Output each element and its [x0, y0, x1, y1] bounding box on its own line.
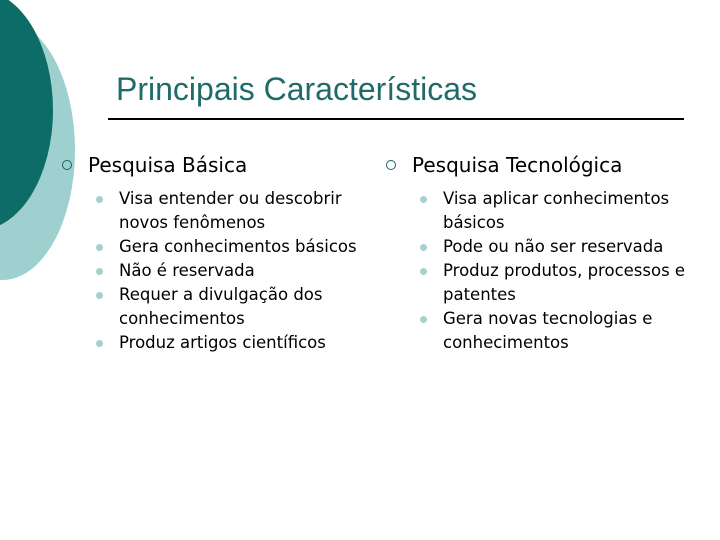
list-item [386, 259, 686, 307]
slide-title: Principais Características [116, 71, 477, 107]
list-item-text: Produz produtos, processos e patentes [443, 261, 686, 304]
list-item-text: Gera conhecimentos básicos [119, 237, 357, 256]
ring-bullet-icon [62, 160, 72, 170]
list-item-text: Não é reservada [119, 261, 255, 280]
dot-bullet-icon [96, 292, 103, 299]
title-divider [108, 118, 684, 120]
dot-bullet-icon [420, 268, 427, 275]
list-item [386, 307, 686, 355]
list-item [62, 235, 368, 259]
column-heading-text: Pesquisa Básica [88, 153, 248, 177]
list-item-text: Visa entender ou descobrir novos fenômenos [119, 189, 342, 232]
dot-bullet-icon [96, 244, 103, 251]
column-heading [386, 150, 686, 180]
list-item [62, 187, 368, 235]
list-item [62, 259, 368, 283]
column-heading [62, 150, 368, 180]
list-item [386, 235, 686, 259]
column-pesquisa-basica [62, 150, 368, 355]
list-item [62, 283, 368, 331]
dot-bullet-icon [420, 316, 427, 323]
ring-bullet-icon [386, 160, 396, 170]
list-item-text: Requer a divulgação dos conhecimentos [119, 285, 323, 328]
column-heading-text: Pesquisa Tecnológica [412, 153, 623, 177]
dot-bullet-icon [420, 196, 427, 203]
bullet-list [62, 187, 368, 355]
dot-bullet-icon [96, 196, 103, 203]
bullet-list [386, 187, 686, 355]
list-item [62, 331, 368, 355]
list-item-text: Gera novas tecnologias e conhecimentos [443, 309, 653, 352]
dot-bullet-icon [420, 244, 427, 251]
list-item-text: Visa aplicar conhecimentos básicos [443, 189, 670, 232]
list-item-text: Pode ou não ser reservada [443, 237, 664, 256]
dot-bullet-icon [96, 268, 103, 275]
list-item [386, 187, 686, 235]
dot-bullet-icon [96, 340, 103, 347]
column-pesquisa-tecnologica [386, 150, 686, 355]
list-item-text: Produz artigos científicos [119, 333, 326, 352]
